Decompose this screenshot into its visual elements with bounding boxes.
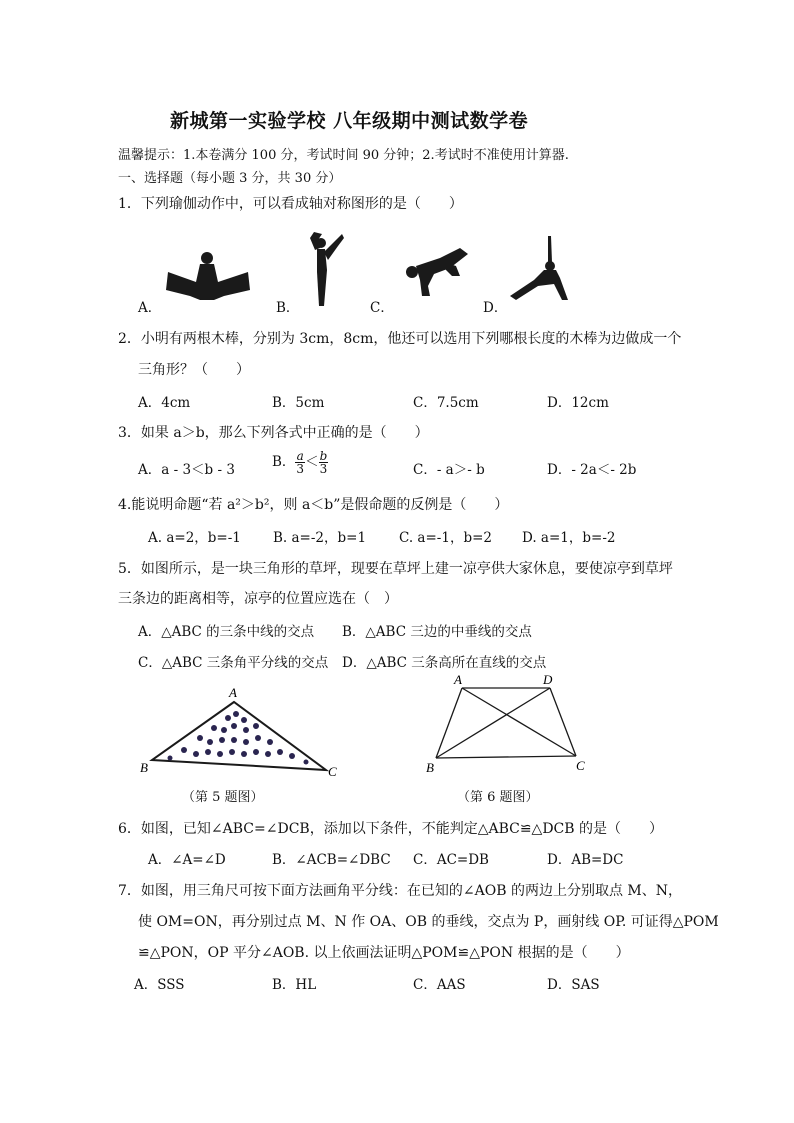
q5-stem-line2: 三条边的距离相等，凉亭的位置应选在（ ） (118, 591, 398, 607)
q3-option-b-frac-right-den: 3 (319, 462, 328, 476)
tip-text: 温馨提示：1.本卷满分 100 分，考试时间 90 分钟；2.考试时不准使用计算器. (118, 148, 569, 163)
yoga-d-head (545, 261, 555, 271)
yoga-c-body (416, 248, 468, 296)
fig6-label-b: B (426, 760, 434, 775)
q5-option-b: B．△ABC 三边的中垂线的交点 (342, 624, 532, 640)
yoga-d-body (510, 270, 568, 300)
fig5-grass (168, 711, 309, 765)
q7-option-c: C．AAS (413, 977, 466, 993)
q1-option-d: D． (483, 300, 508, 316)
q3-option-b-relation: ＜ (305, 454, 319, 470)
fig6-label-d: D (543, 672, 553, 687)
yoga-b-leg (324, 234, 344, 260)
q6-stem: 6．如图，已知∠ABC=∠DCB，添加以下条件，不能判定△ABC≌△DCB 的是（ ） (118, 821, 664, 837)
q4-option-d: D. a=1，b=-2 (522, 530, 616, 546)
q3-option-b-frac-right-num: b (319, 449, 328, 463)
q5-option-d: D．△ABC 三条高所在直线的交点 (342, 655, 547, 671)
q6-option-c: C．AC=DB (413, 852, 489, 868)
q4-stem: 4.能说明命题“若 a²＞b²，则 a＜b”是假命题的反例是（ ） (118, 497, 509, 513)
q5-option-c: C．△ABC 三条角平分线的交点 (138, 655, 329, 671)
figure-6 (420, 672, 600, 782)
fig6-diagonal-db (436, 688, 550, 758)
yoga-a-head (201, 252, 213, 264)
q5-option-a: A．△ABC 的三条中线的交点 (138, 624, 315, 640)
q1-option-b: B． (276, 300, 300, 316)
fig6-segment-dc (550, 688, 576, 756)
q2-option-d: D．12cm (547, 395, 609, 411)
section-heading: 一、选择题（每小题 3 分，共 30 分） (118, 171, 342, 186)
q3-option-b-frac-left (295, 450, 305, 475)
q3-stem: 3．如果 a＞b，那么下列各式中正确的是（ ） (118, 425, 429, 441)
q3-option-b-frac-left-num: a (296, 449, 304, 463)
fig5-caption: （第 5 题图） (182, 790, 264, 805)
yoga-figure-b (300, 228, 350, 308)
q2-stem-line1: 2．小明有两根木棒，分别为 3cm，8cm，他还可以选用下列哪根长度的木棒为边做成一个 (118, 331, 682, 347)
q1-option-c: C． (370, 300, 394, 316)
q7-option-a: A．SSS (134, 977, 185, 993)
fig6-segment-bc (436, 756, 576, 758)
q6-option-a: A．∠A=∠D (148, 852, 226, 868)
q2-option-b: B．5cm (272, 395, 325, 411)
figure-5 (130, 684, 350, 784)
yoga-a-body (166, 264, 250, 300)
q7-line1: 7．如图，用三角尺可按下面方法画角平分线：在已知的∠AOB 的两边上分别取点 M、N， (118, 883, 682, 899)
q3-option-b-frac-right (319, 450, 329, 475)
fig5-label-a: A (229, 685, 237, 700)
q3-option-b-prefix: B． (272, 454, 296, 470)
fig6-diagonal-ac (462, 688, 576, 756)
q3-option-b (272, 450, 328, 475)
q3-option-b-frac-left-den: 3 (296, 462, 305, 476)
q6-option-d: D．AB=DC (547, 852, 624, 868)
yoga-figure-c (398, 240, 472, 300)
yoga-c-head (406, 266, 418, 278)
q2-option-a: A．4cm (138, 395, 191, 411)
q6-option-b: B．∠ACB=∠DBC (272, 852, 391, 868)
q3-option-a: A．a - 3＜b - 3 (138, 462, 235, 478)
q4-option-a: A. a=2，b=-1 (148, 530, 241, 546)
fig6-label-a: A (454, 672, 462, 687)
q2-stem-line2: 三角形？（ ） (138, 362, 250, 378)
page-title: 新城第一实验学校 八年级期中测试数学卷 (170, 110, 529, 132)
q3-option-d: D．- 2a＜- 2b (547, 462, 637, 478)
fig6-label-c: C (576, 758, 585, 773)
q7-option-b: B．HL (272, 977, 317, 993)
fig5-label-c: C (328, 764, 337, 779)
q4-option-b: B. a=-2，b=1 (273, 530, 367, 546)
q1-option-a: A． (138, 300, 162, 316)
q3-option-c: C．- a＞- b (413, 462, 485, 478)
yoga-figure-d (508, 234, 572, 304)
fig6-caption: （第 6 题图） (457, 790, 539, 805)
q7-option-d: D．SAS (547, 977, 600, 993)
yoga-figure-a (162, 250, 252, 306)
q7-line3: ≌△PON，OP 平分∠AOB. 以上依画法证明△POM≌△PON 根据的是（ ） (138, 945, 630, 961)
q1-stem: 1．下列瑜伽动作中，可以看成轴对称图形的是（ ） (118, 196, 463, 212)
fig5-label-b: B (140, 760, 148, 775)
q5-stem-line1: 5．如图所示，是一块三角形的草坪，现要在草坪上建一凉亭供大家休息，要使凉亭到草坪 (118, 561, 673, 577)
q4-option-c: C. a=-1，b=2 (399, 530, 492, 546)
fig6-segment-ab (436, 688, 462, 758)
q2-option-c: C．7.5cm (413, 395, 479, 411)
q7-line2: 使 OM=ON，再分别过点 M、N 作 OA、OB 的垂线，交点为 P，画射线 OP. 可证得△POM (138, 914, 719, 930)
yoga-d-arm (548, 236, 552, 262)
fig5-triangle (152, 702, 326, 770)
yoga-b-body (317, 249, 327, 306)
